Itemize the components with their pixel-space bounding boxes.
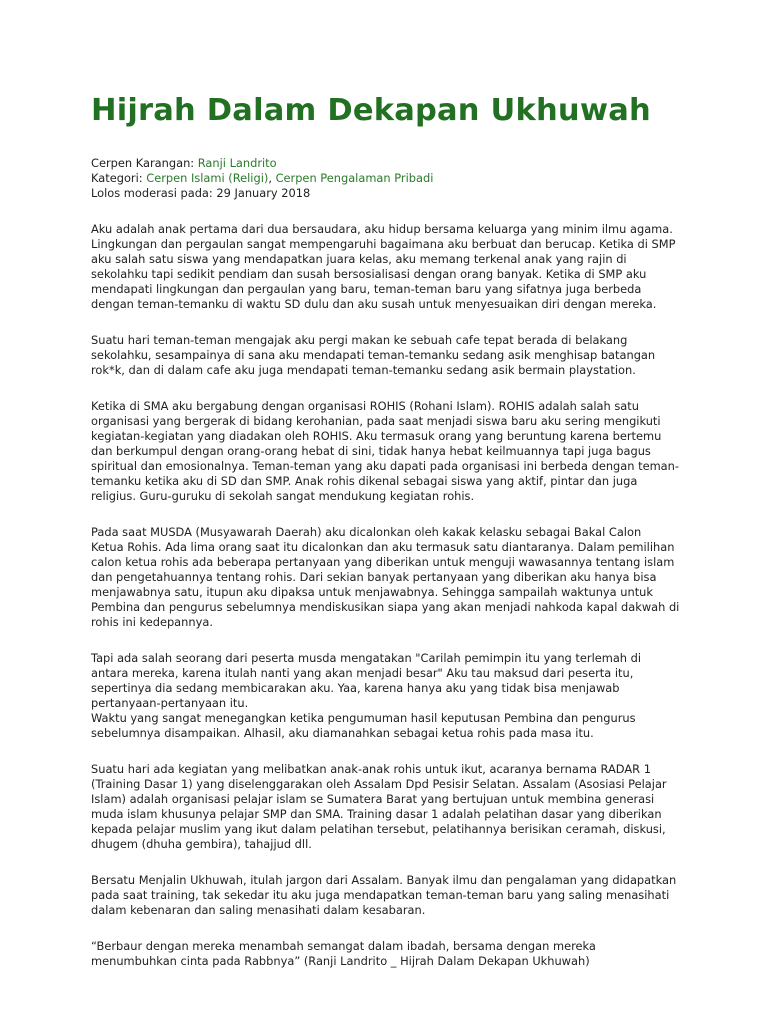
paragraph-line: mendapati lingkungan dan pergaulan yang baru, teman-teman baru yang sifatnya juga berbeda bbox=[91, 282, 642, 296]
paragraph-line: menjawabnya satu, itupun aku dipaksa untuk menjawabnya. Sehingga sampailah waktunya untuk bbox=[91, 585, 653, 599]
paragraph-line: dan pengetahuannya tentang rohis. Dari sekian banyak pertanyaan yang diberikan aku hanya bisa bbox=[91, 570, 657, 584]
paragraph-line: pertanyaan-pertanyaan itu. bbox=[91, 696, 249, 710]
paragraph bbox=[91, 333, 688, 378]
paragraph-line: “Berbaur dengan mereka menambah semangat dalam ibadah, bersama dengan mereka bbox=[91, 939, 596, 953]
paragraph-line: Aku adalah anak pertama dari dua bersaudara, aku hidup bersama keluarga yang minim ilmu agama. bbox=[91, 222, 673, 236]
paragraph bbox=[91, 651, 688, 741]
paragraph-line: Ketua Rohis. Ada lima orang saat itu dicalonkan dan aku termasuk satu diantaranya. Dalam pemilihan bbox=[91, 540, 675, 554]
paragraph-line: sekolahku, sesampainya di sana aku mendapati teman-temanku sedang asik menghisap batangan bbox=[91, 348, 656, 362]
paragraph bbox=[91, 762, 688, 852]
category-link-pengalaman[interactable]: Cerpen Pengalaman Pribadi bbox=[275, 171, 434, 185]
paragraph-line: Bersatu Menjalin Ukhuwah, itulah jargon dari Assalam. Banyak ilmu dan pengalaman yang didapatkan bbox=[91, 873, 677, 887]
paragraph-line: pada saat training, tak sekedar itu aku juga mendapatkan teman-teman baru yang saling menasihati bbox=[91, 888, 670, 902]
paragraph bbox=[91, 873, 688, 918]
moderation-date: Lolos moderasi pada: 29 January 2018 bbox=[91, 186, 311, 200]
paragraph bbox=[91, 525, 688, 630]
article-body bbox=[91, 222, 688, 969]
paragraph-line: calon ketua rohis ada beberapa pertanyaan yang diberikan untuk menguji wawasannya tentang islam bbox=[91, 555, 675, 569]
paragraph-line: Suatu hari ada kegiatan yang melibatkan anak-anak rohis untuk ikut, acaranya bernama RADAR 1 bbox=[91, 762, 651, 776]
paragraph bbox=[91, 399, 688, 504]
paragraph-line: aku salah satu siswa yang mendapatkan juara kelas, aku memang terkenal anak yang rajin di bbox=[91, 252, 627, 266]
paragraph-line: Islam) adalah organisasi pelajar islam se Sumatera Barat yang bertujuan untuk membina generasi bbox=[91, 792, 655, 806]
paragraph-line: Tapi ada salah seorang dari peserta musda mengatakan "Carilah pemimpin itu yang terlemah di bbox=[91, 651, 642, 665]
paragraph-line: Waktu yang sangat menegangkan ketika pengumuman hasil keputusan Pembina dan pengurus bbox=[91, 711, 636, 725]
category-link-islami[interactable]: Cerpen Islami (Religi) bbox=[146, 171, 269, 185]
category-separator: , bbox=[268, 171, 276, 185]
paragraph-line: kepada pelajar muslim yang ikut dalam pelatihan tersebut, pelatihannya berisikan ceramah, diskusi, bbox=[91, 822, 666, 836]
paragraph-line: Pembina dan pengurus sebelumnya mendiskusikan siapa yang akan menjadi nahkoda kapal dakwah di bbox=[91, 600, 680, 614]
paragraph-line: (Training Dasar 1) yang diselenggarakan oleh Assalam Dpd Pesisir Selatan. Assalam (Asosiasi Pelajar bbox=[91, 777, 667, 791]
article-title: Hijrah Dalam Dekapan Ukhuwah bbox=[91, 93, 651, 128]
paragraph-line: muda islam khusunya pelajar SMP dan SMA. Training dasar 1 adalah pelatihan dasar yang diberikan bbox=[91, 807, 662, 821]
paragraph-line: menumbuhkan cinta pada Rabbnya” (Ranji Landrito _ Hijrah Dalam Dekapan Ukhuwah) bbox=[91, 954, 590, 968]
author-line bbox=[91, 156, 688, 171]
paragraph-line: antara mereka, karena itulah nanti yang akan menjadi besar" Aku tau maksud dari peserta itu, bbox=[91, 666, 634, 680]
paragraph-line: Pada saat MUSDA (Musyawarah Daerah) aku dicalonkan oleh kakak kelasku sebagai Bakal Calon bbox=[91, 525, 642, 539]
paragraph-line: Suatu hari teman-teman mengajak aku pergi makan ke sebuah cafe tepat berada di belakang bbox=[91, 333, 628, 347]
paragraph-line: dalam kebenaran dan saling menasihati dalam kesabaran. bbox=[91, 903, 426, 917]
paragraph-line: organisasi yang bergerak di bidang kerohanian, pada saat menjadi siswa baru aku sering mengikuti bbox=[91, 414, 661, 428]
category-label: Kategori: bbox=[91, 171, 147, 185]
category-line bbox=[91, 171, 688, 186]
paragraph-line: dengan teman-temanku di waktu SD dulu dan aku susah untuk menyesuaikan diri dengan mereka. bbox=[91, 297, 657, 311]
article-meta bbox=[91, 156, 688, 201]
paragraph-line: sekolahku tapi sedikit pendiam dan susah bersosialisasi dengan orang banyak. Ketika di SMP aku bbox=[91, 267, 647, 281]
paragraph-line: Ketika di SMA aku bergabung dengan organisasi ROHIS (Rohani Islam). ROHIS adalah salah satu bbox=[91, 399, 639, 413]
paragraph-line: temanku ketika aku di SD dan SMP. Anak rohis dikenal sebagai siswa yang aktif, pintar dan juga bbox=[91, 474, 638, 488]
paragraph-line: kegiatan-kegiatan yang diadakan oleh ROHIS. Aku termasuk orang yang beruntung karena bertemu bbox=[91, 429, 662, 443]
paragraph-line: sebelumnya disampaikan. Alhasil, aku diamanahkan sebagai ketua rohis pada masa itu. bbox=[91, 726, 594, 740]
paragraph-line: religius. Guru-guruku di sekolah sangat mendukung kegiatan rohis. bbox=[91, 489, 475, 503]
paragraph-line: spiritual dan emosionalnya. Teman-teman yang aku dapati pada organisasi ini berbeda dengan teman- bbox=[91, 459, 679, 473]
paragraph bbox=[91, 222, 688, 312]
paragraph-line: Lingkungan dan pergaulan sangat mempengaruhi bagaimana aku berbuat dan berucap. Ketika di SMP bbox=[91, 237, 676, 251]
paragraph-line: dhugem (dhuha gembira), tahajjud dll. bbox=[91, 837, 312, 851]
author-link[interactable]: Ranji Landrito bbox=[197, 156, 277, 170]
author-label: Cerpen Karangan: bbox=[91, 156, 198, 170]
paragraph bbox=[91, 939, 688, 969]
paragraph-line: rohis ini kedepannya. bbox=[91, 615, 213, 629]
paragraph-line: dan berkumpul dengan orang-orang hebat di sini, tidak hanya hebat keilmuannya tapi juga bagus bbox=[91, 444, 651, 458]
paragraph-line: sepertinya dia sedang membicarakan aku. Yaa, karena hanya aku yang tidak bisa menjawab bbox=[91, 681, 620, 695]
paragraph-line: rok*k, dan di dalam cafe aku juga mendapati teman-temanku sedang asik bermain playstation. bbox=[91, 363, 636, 377]
